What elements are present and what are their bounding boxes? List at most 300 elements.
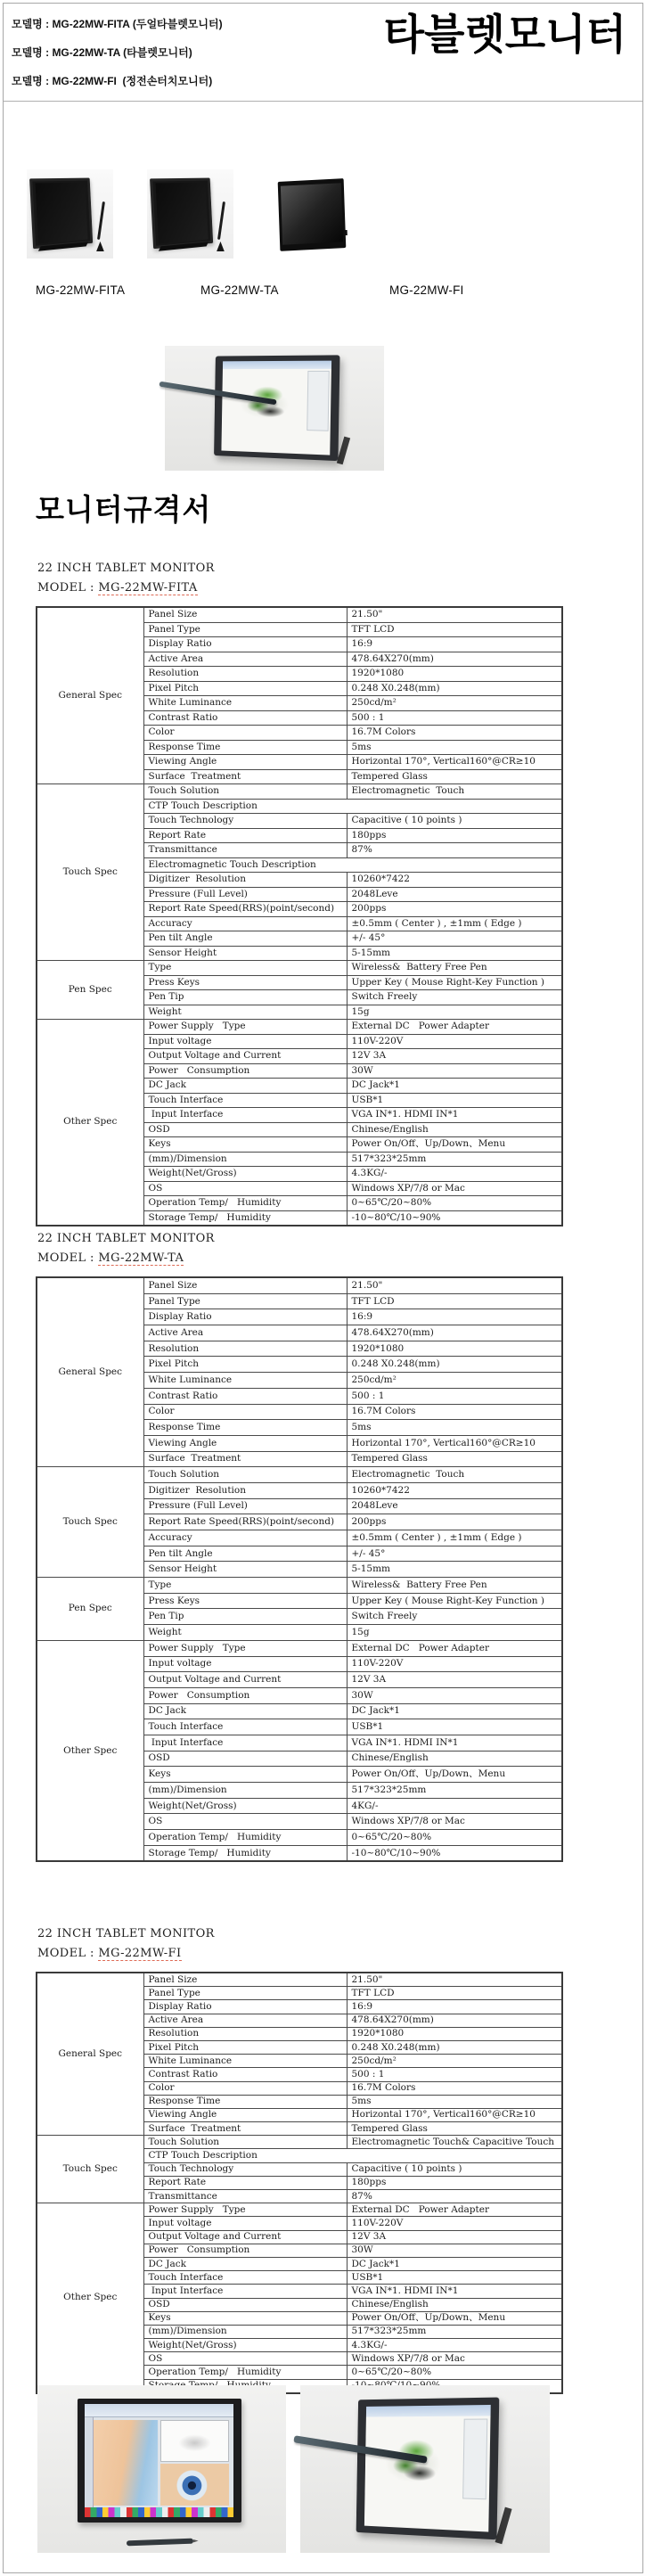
spec-value: 87% — [347, 2190, 562, 2203]
spec-span-label: CTP Touch Description — [143, 799, 562, 814]
spec-label: Keys — [143, 1137, 347, 1153]
spec-value: 5ms — [347, 1420, 562, 1436]
spec-value: 16.7M Colors — [347, 726, 562, 741]
spec-label: Pixel Pitch — [143, 681, 347, 696]
spec-row — [37, 1277, 562, 1293]
spec-value: 15g — [347, 1625, 562, 1641]
monitor-stand — [38, 242, 88, 251]
spec-value: 5-15mm — [347, 1562, 562, 1578]
model-name: MG-22MW-TA — [98, 1251, 184, 1265]
spec-value: External DC Power Adapter — [347, 1640, 562, 1656]
app-toolbar — [85, 2404, 234, 2417]
spec-row — [37, 1973, 562, 1987]
spec-label: White Luminance — [143, 2055, 347, 2068]
spec-value: Wireless& Battery Free Pen — [347, 1578, 562, 1594]
spec-value: 4.3KG/- — [347, 2339, 562, 2352]
spec-value: 110V-220V — [347, 1034, 562, 1049]
spec-value: 30W — [347, 1687, 562, 1703]
spec-value: 500 : 1 — [347, 2068, 562, 2081]
spec-value: +/- 45° — [347, 931, 562, 947]
spec-value: Windows XP/7/8 or Mac — [347, 1814, 562, 1830]
spec-group-label: Other Spec — [37, 1640, 143, 1861]
spec-value: 30W — [347, 1063, 562, 1079]
spec-group-label: General Spec — [37, 607, 143, 784]
spec-value: 517*323*25mm — [347, 2325, 562, 2338]
spec-label: Input voltage — [143, 1656, 347, 1672]
spec-value: 16:9 — [347, 1309, 562, 1325]
spec-label: Active Area — [143, 652, 347, 667]
spec-label: Active Area — [143, 1325, 347, 1341]
spec-value: 16:9 — [347, 637, 562, 652]
app-titlebar — [222, 361, 331, 370]
product-label-ta: MG-22MW-TA — [200, 283, 279, 297]
spec-label: Contrast Ratio — [143, 2068, 347, 2081]
monitor-image — [29, 178, 93, 250]
spec-row — [37, 1640, 562, 1656]
spec-label: Pressure (Full Level) — [143, 1498, 347, 1514]
monitor-stand — [343, 230, 348, 235]
spec-value: External DC Power Adapter — [347, 1020, 562, 1035]
spec-value: TFT LCD — [347, 1293, 562, 1309]
spec-label: Panel Size — [143, 1973, 347, 1987]
spec-label: Surface Treatment — [143, 769, 347, 784]
spec-value: Tempered Glass — [347, 1451, 562, 1467]
monitor-image — [150, 178, 213, 250]
spec-value: 478.64X270(mm) — [347, 652, 562, 667]
spec-value: 0~65℃/20~80% — [347, 1196, 562, 1211]
spec-label: Report Rate Speed(RRS)(point/second) — [143, 902, 347, 917]
spec-label: Color — [143, 726, 347, 741]
color-palette — [85, 2507, 234, 2517]
spec-value: 517*323*25mm — [347, 1152, 562, 1167]
model-name: MG-22MW-FITA — [98, 581, 198, 595]
spec-label: Panel Type — [143, 1987, 347, 2000]
monitor-image — [214, 356, 339, 462]
spec-value: Horizontal 170°, Vertical160°@CR≥10 — [347, 755, 562, 770]
spec-value: 12V 3A — [347, 2230, 562, 2244]
pen-stand-icon — [94, 201, 107, 251]
spec-value: Windows XP/7/8 or Mac — [347, 2352, 562, 2366]
spec-value: 517*323*25mm — [347, 1783, 562, 1799]
spec-value: Switch Freely — [347, 1609, 562, 1625]
spec-value: 2048Leve — [347, 887, 562, 902]
spec-value: 15g — [347, 1005, 562, 1020]
spec-label: Accuracy — [143, 916, 347, 931]
spec-group-label: General Spec — [37, 1277, 143, 1467]
spec-row — [37, 2203, 562, 2217]
spec-label: Pen tilt Angle — [143, 1546, 347, 1562]
spec-value: 21.50" — [347, 1277, 562, 1293]
spec-value: 110V-220V — [347, 2217, 562, 2230]
spec-value: 0~65℃/20~80% — [347, 2366, 562, 2379]
spec-label: Pen Tip — [143, 1609, 347, 1625]
spec-row — [37, 1467, 562, 1483]
spec-value: Wireless& Battery Free Pen — [347, 961, 562, 976]
spec-value: TFT LCD — [347, 1987, 562, 2000]
spec-value: Electromagnetic Touch& Capacitive Touch — [347, 2136, 562, 2149]
spec-value: 1920*1080 — [347, 1341, 562, 1357]
spec-value: 500 : 1 — [347, 1388, 562, 1404]
spec-label: OS — [143, 1814, 347, 1830]
section-model-line — [37, 1251, 184, 1265]
spec-label: OSD — [143, 2298, 347, 2311]
spec-value: 4KG/- — [347, 1798, 562, 1814]
spec-label: Operation Temp/ Humidity — [143, 1196, 347, 1211]
spec-value: DC Jack*1 — [347, 2257, 562, 2270]
spec-label: Display Ratio — [143, 637, 347, 652]
spec-label: Operation Temp/ Humidity — [143, 2366, 347, 2379]
spec-label: DC Jack — [143, 1703, 347, 1719]
spec-row — [37, 1578, 562, 1594]
spec-value: Switch Freely — [347, 990, 562, 1005]
spec-value: 21.50" — [347, 1973, 562, 1987]
model-name: MG-22MW-FI — [98, 1947, 182, 1960]
spec-label: Power Supply Type — [143, 1640, 347, 1656]
spec-label: Transmittance — [143, 2190, 347, 2203]
section-title: 22 INCH TABLET MONITOR — [37, 562, 215, 575]
spec-value: 110V-220V — [347, 1656, 562, 1672]
sketch-artwork — [225, 372, 304, 441]
spec-label: Power Supply Type — [143, 2203, 347, 2217]
spec-label: Output Voltage and Current — [143, 2230, 347, 2244]
monitor-image — [78, 2399, 241, 2523]
spec-label: Press Keys — [143, 1593, 347, 1609]
spec-value: Chinese/English — [347, 1122, 562, 1137]
spec-value: Upper Key ( Mouse Right-Key Function ) — [347, 975, 562, 990]
spec-value: 10260*7422 — [347, 1482, 562, 1498]
monitor-stand — [495, 2507, 511, 2545]
spec-value: 30W — [347, 2244, 562, 2257]
spec-label: Touch Interface — [143, 2271, 347, 2285]
spec-label: Resolution — [143, 1341, 347, 1357]
spec-label: Input voltage — [143, 2217, 347, 2230]
monitor-screen — [85, 2404, 234, 2517]
spec-value: -10~80℃/10~90% — [347, 1210, 562, 1226]
stylus-icon — [97, 201, 105, 240]
spec-label: Touch Solution — [143, 1467, 347, 1483]
spec-label: Storage Temp/ Humidity — [143, 1210, 347, 1226]
spec-value: 180pps — [347, 828, 562, 843]
bottom-photo-drawing — [300, 2385, 550, 2553]
spec-value: Power On/Off、Up/Down、Menu — [347, 2311, 562, 2325]
spec-label: Resolution — [143, 2027, 347, 2040]
spec-label: Digitizer Resolution — [143, 873, 347, 888]
spec-row — [37, 784, 562, 800]
section-title: 22 INCH TABLET MONITOR — [37, 1232, 215, 1245]
spec-value: Electromagnetic Touch — [347, 784, 562, 800]
spec-value: Chinese/English — [347, 1751, 562, 1767]
spec-label: Panel Type — [143, 622, 347, 637]
spec-value: 12V 3A — [347, 1672, 562, 1688]
spec-label: Power Supply Type — [143, 1020, 347, 1035]
spec-label: Surface Treatment — [143, 1451, 347, 1467]
spec-value: Windows XP/7/8 or Mac — [347, 1181, 562, 1196]
spec-label: Touch Technology — [143, 814, 347, 829]
spec-value: TFT LCD — [347, 622, 562, 637]
spec-value: 0.248 X0.248(mm) — [347, 681, 562, 696]
spec-value: 5ms — [347, 2095, 562, 2108]
spec-label: Input Interface — [143, 1108, 347, 1123]
spec-value: Upper Key ( Mouse Right-Key Function ) — [347, 1593, 562, 1609]
spec-group-label: Other Spec — [37, 2203, 143, 2393]
spec-label: Sensor Height — [143, 1562, 347, 1578]
spec-label: Press Keys — [143, 975, 347, 990]
spec-label: Accuracy — [143, 1530, 347, 1546]
spec-label: (mm)/Dimension — [143, 1783, 347, 1799]
spec-label: Input Interface — [143, 1735, 347, 1751]
spec-value: 478.64X270(mm) — [347, 2014, 562, 2027]
spec-value: Chinese/English — [347, 2298, 562, 2311]
spec-label: OSD — [143, 1122, 347, 1137]
model-line-ta: 모델명 : MG-22MW-TA (타블렛모니터) — [12, 46, 192, 59]
pen-stand-icon — [215, 201, 227, 251]
spec-label: Type — [143, 961, 347, 976]
spec-value: Tempered Glass — [347, 769, 562, 784]
spec-label: Viewing Angle — [143, 2108, 347, 2121]
face-artwork — [94, 2420, 158, 2506]
spec-value: 0.248 X0.248(mm) — [347, 2040, 562, 2054]
spec-heading: 모니터규격서 — [36, 493, 212, 526]
spec-row — [37, 1020, 562, 1035]
spec-label: Display Ratio — [143, 2000, 347, 2014]
monitor-image — [278, 178, 347, 251]
spec-label: Weight(Net/Gross) — [143, 1798, 347, 1814]
spec-value: 0.248 X0.248(mm) — [347, 1357, 562, 1373]
spec-label: Power Consumption — [143, 2244, 347, 2257]
spec-group-label: Touch Spec — [37, 784, 143, 961]
spec-label: Weight(Net/Gross) — [143, 2339, 347, 2352]
monitor-screen — [281, 182, 343, 244]
spec-row — [37, 961, 562, 976]
spec-value: DC Jack*1 — [347, 1079, 562, 1094]
eye-sketch — [160, 2420, 229, 2462]
app-tool-strip — [85, 2417, 94, 2506]
page-title: 타블렛모니터 — [383, 11, 626, 58]
spec-value: ±0.5mm ( Center ) , ±1mm ( Edge ) — [347, 1530, 562, 1546]
spec-label: DC Jack — [143, 1079, 347, 1094]
monitor-stand — [337, 437, 351, 465]
spec-value: Capacitive ( 10 points ) — [347, 2162, 562, 2176]
eye-photo — [160, 2464, 229, 2506]
header-divider — [4, 101, 642, 102]
spec-label: Report Rate — [143, 828, 347, 843]
spec-label: Touch Technology — [143, 2162, 347, 2176]
spec-value: 5ms — [347, 740, 562, 755]
spec-label: Output Voltage and Current — [143, 1049, 347, 1064]
model-line-fita: 모델명 : MG-22MW-FITA (두얼타블렛모니터) — [12, 18, 223, 30]
spec-value: 2048Leve — [347, 1498, 562, 1514]
spec-table — [36, 1276, 563, 1862]
section-model-line — [37, 581, 198, 595]
spec-group-label: Pen Spec — [37, 1578, 143, 1641]
spec-label: Pen tilt Angle — [143, 931, 347, 947]
bottom-photo-paint-app — [37, 2385, 286, 2553]
monitor-screen — [35, 183, 88, 243]
spec-label: Storage Temp/ Humidity — [143, 1845, 347, 1861]
spec-value: 10260*7422 — [347, 873, 562, 888]
product-photo-fi — [274, 172, 350, 257]
spec-label: Display Ratio — [143, 1309, 347, 1325]
spec-value: 1920*1080 — [347, 2027, 562, 2040]
spec-label: Panel Type — [143, 1293, 347, 1309]
section-title: 22 INCH TABLET MONITOR — [37, 1927, 215, 1940]
spec-value: 1920*1080 — [347, 667, 562, 682]
spec-label: Color — [143, 2081, 347, 2095]
spec-value: 200pps — [347, 1514, 562, 1530]
spec-label: Pen Tip — [143, 990, 347, 1005]
product-photo-fita — [27, 169, 113, 258]
spec-value: -10~80℃/10~90% — [347, 1845, 562, 1861]
section-model-line — [37, 1947, 182, 1960]
spec-value: VGA IN*1. HDMI IN*1 — [347, 1735, 562, 1751]
spec-label: Resolution — [143, 667, 347, 682]
stylus-icon — [127, 2538, 193, 2546]
spec-label: Touch Interface — [143, 1093, 347, 1108]
spec-value: 478.64X270(mm) — [347, 1325, 562, 1341]
spec-label: White Luminance — [143, 696, 347, 711]
spec-group-label: Other Spec — [37, 1020, 143, 1226]
monitor-screen — [155, 183, 209, 243]
spec-value: +/- 45° — [347, 1546, 562, 1562]
spec-value: VGA IN*1. HDMI IN*1 — [347, 1108, 562, 1123]
spec-label: Keys — [143, 1767, 347, 1783]
spec-label: Input voltage — [143, 1034, 347, 1049]
spec-value: 180pps — [347, 2176, 562, 2189]
spec-value: DC Jack*1 — [347, 1703, 562, 1719]
stylus-icon — [217, 201, 225, 240]
pen-base — [96, 242, 104, 251]
spec-value: 87% — [347, 843, 562, 858]
app-side-panel — [307, 371, 329, 431]
spec-span-label: Electromagnetic Touch Description — [143, 857, 562, 873]
spec-label: Contrast Ratio — [143, 710, 347, 726]
spec-label: DC Jack — [143, 2257, 347, 2270]
monitor-screen — [221, 361, 331, 455]
spec-label: Transmittance — [143, 843, 347, 858]
monitor-image — [356, 2398, 499, 2540]
product-label-fi: MG-22MW-FI — [389, 283, 464, 297]
monitor-screen — [364, 2405, 490, 2532]
spec-group-label: Touch Spec — [37, 1467, 143, 1578]
spec-label: Viewing Angle — [143, 1435, 347, 1451]
spec-value: Tempered Glass — [347, 2122, 562, 2136]
spec-group-label: Pen Spec — [37, 961, 143, 1020]
spec-label: Touch Solution — [143, 2136, 347, 2149]
model-line-fi: 모델명 : MG-22MW-FI (정전손터치모니터) — [12, 75, 213, 87]
spec-value: 250cd/m² — [347, 1373, 562, 1389]
spec-value: 250cd/m² — [347, 696, 562, 711]
pen-base — [217, 242, 225, 251]
spec-label: Touch Interface — [143, 1719, 347, 1735]
spec-value: 4.3KG/- — [347, 1167, 562, 1182]
spec-value: 12V 3A — [347, 1049, 562, 1064]
spec-value: External DC Power Adapter — [347, 2203, 562, 2217]
monitor-stand — [159, 242, 209, 251]
spec-value: 5-15mm — [347, 946, 562, 961]
spec-label: Weight(Net/Gross) — [143, 1167, 347, 1182]
spec-value: 16:9 — [347, 2000, 562, 2014]
spec-label: Power Consumption — [143, 1687, 347, 1703]
spec-row — [37, 2136, 562, 2149]
spec-value: 200pps — [347, 902, 562, 917]
spec-label: Power Consumption — [143, 1063, 347, 1079]
sketch-artwork — [369, 2420, 459, 2513]
spec-value: 21.50" — [347, 607, 562, 622]
spec-row — [37, 607, 562, 622]
spec-value: 0~65℃/20~80% — [347, 1830, 562, 1846]
model-label: MODEL : — [37, 581, 99, 595]
spec-value: USB*1 — [347, 1719, 562, 1735]
spec-label: Weight — [143, 1005, 347, 1020]
spec-value: 500 : 1 — [347, 710, 562, 726]
spec-value: Capacitive ( 10 points ) — [347, 814, 562, 829]
spec-label: Response Time — [143, 2095, 347, 2108]
spec-value: Power On/Off、Up/Down、Menu — [347, 1767, 562, 1783]
spec-label: (mm)/Dimension — [143, 1152, 347, 1167]
spec-label: Report Rate Speed(RRS)(point/second) — [143, 1514, 347, 1530]
spec-label: Report Rate — [143, 2176, 347, 2189]
spec-label: Output Voltage and Current — [143, 1672, 347, 1688]
spec-label: Type — [143, 1578, 347, 1594]
spec-value: Horizontal 170°, Vertical160°@CR≥10 — [347, 1435, 562, 1451]
spec-label: White Luminance — [143, 1373, 347, 1389]
spec-label: Viewing Angle — [143, 755, 347, 770]
product-photo-ta — [147, 169, 233, 258]
spec-label: Pressure (Full Level) — [143, 887, 347, 902]
spec-value: USB*1 — [347, 2271, 562, 2285]
spec-label: Weight — [143, 1625, 347, 1641]
spec-label: OSD — [143, 1751, 347, 1767]
spec-label: Operation Temp/ Humidity — [143, 1830, 347, 1846]
spec-label: Active Area — [143, 2014, 347, 2027]
spec-span-label: CTP Touch Description — [143, 2149, 562, 2162]
spec-value: ±0.5mm ( Center ) , ±1mm ( Edge ) — [347, 916, 562, 931]
spec-label: (mm)/Dimension — [143, 2325, 347, 2338]
spec-value: Power On/Off、Up/Down、Menu — [347, 1137, 562, 1153]
spec-group-label: General Spec — [37, 1973, 143, 2136]
spec-value: 16.7M Colors — [347, 2081, 562, 2095]
spec-value: Horizontal 170°, Vertical160°@CR≥10 — [347, 2108, 562, 2121]
spec-label: Pixel Pitch — [143, 1357, 347, 1373]
spec-label: Pixel Pitch — [143, 2040, 347, 2054]
model-label: MODEL : — [37, 1251, 99, 1265]
app-titlebar — [365, 2405, 490, 2417]
product-label-fita: MG-22MW-FITA — [36, 283, 126, 297]
spec-label: Response Time — [143, 1420, 347, 1436]
spec-table — [36, 606, 563, 1226]
spec-label: Input Interface — [143, 2285, 347, 2298]
spec-label: Panel Size — [143, 607, 347, 622]
spec-label: OS — [143, 2352, 347, 2366]
demo-photo-drawing — [165, 346, 384, 471]
app-side-panel — [462, 2418, 487, 2499]
spec-value: VGA IN*1. HDMI IN*1 — [347, 2285, 562, 2298]
spec-label: Keys — [143, 2311, 347, 2325]
spec-label: Color — [143, 1404, 347, 1420]
spec-label: Digitizer Resolution — [143, 1482, 347, 1498]
spec-label: Sensor Height — [143, 946, 347, 961]
spec-value: Electromagnetic Touch — [347, 1467, 562, 1483]
spec-label: Response Time — [143, 740, 347, 755]
spec-value: 16.7M Colors — [347, 1404, 562, 1420]
spec-table — [36, 1972, 563, 2394]
spec-label: Surface Treatment — [143, 2122, 347, 2136]
spec-value: 250cd/m² — [347, 2055, 562, 2068]
spec-label: Panel Size — [143, 1277, 347, 1293]
model-label: MODEL : — [37, 1947, 99, 1960]
spec-label: Touch Solution — [143, 784, 347, 800]
spec-value: USB*1 — [347, 1093, 562, 1108]
